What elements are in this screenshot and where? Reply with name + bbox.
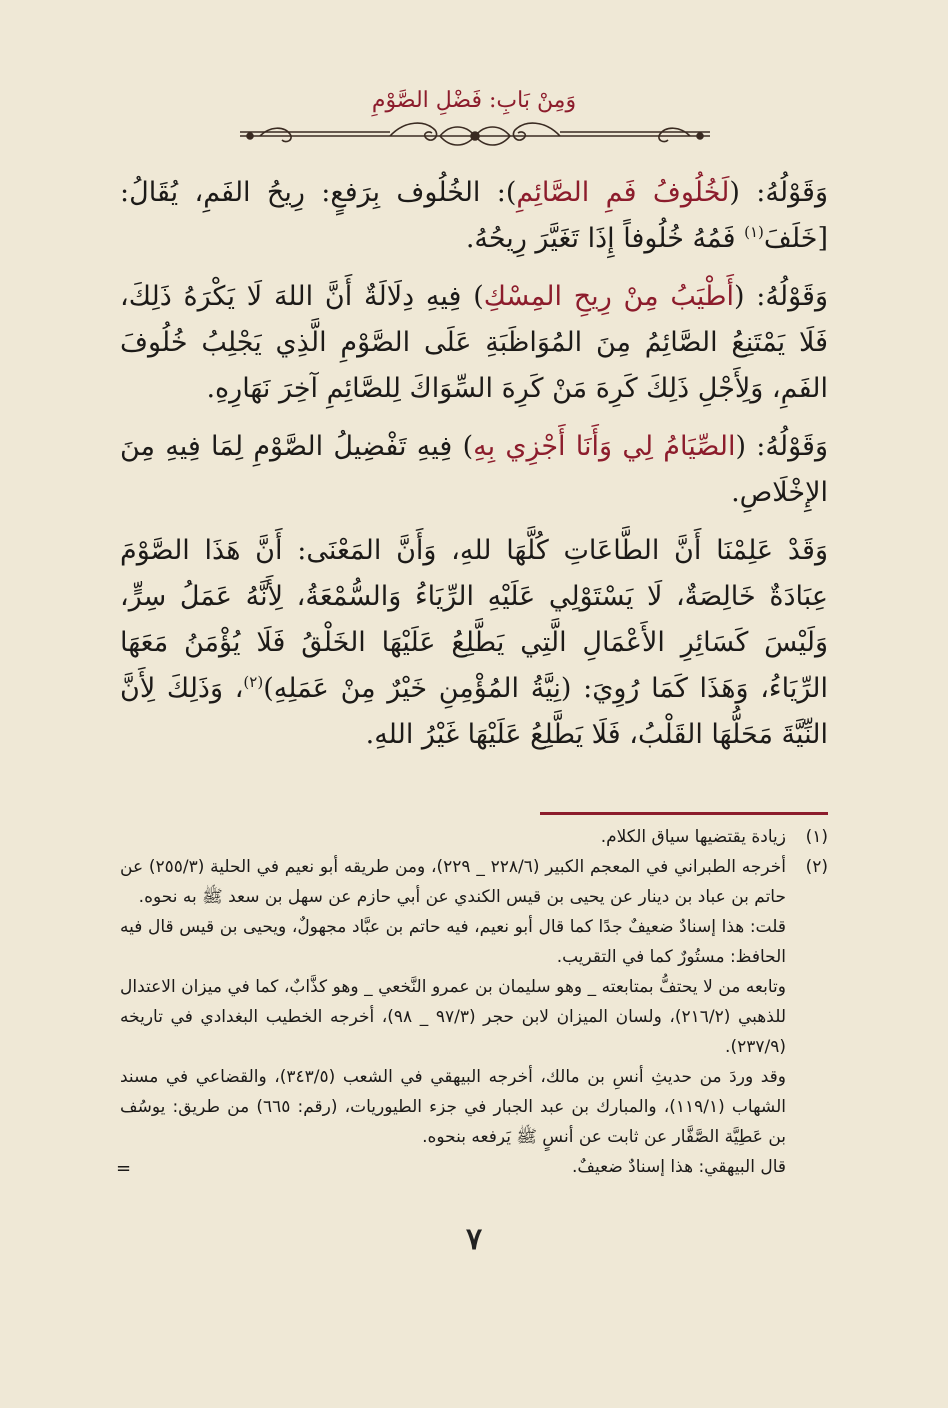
paragraph: وَقَدْ عَلِمْنَا أَنَّ الطَّاعَاتِ كُلَّهَا للهِ، وَأَنَّ المَعْنَى: أَنَّ هَذَا الصَّوْمَ عِبَادَةٌ خَالِصَةٌ، لَا يَسْتَوْلِي عَلَيْهِ الرِّيَاءُ وَالسُّمْعَةُ، لِأَنَّهُ عَمَلُ سِرٍّ، وَلَيْسَ كَسَائِرِ الأَعْمَالِ الَّتِي يَطَّلِعُ عَلَيْهَا الخَلْقُ فَلَا يُؤْمَنُ مَعَهَا الرِّيَاءُ، وَهَذَا كَمَا رُوِيَ: (نِيَّةُ المُؤْمِنِ خَيْرٌ مِنْ عَمَلِهِ)$^{(٢)}$، وَذَلِكَ لِأَنَّ النِّيَّةَ مَحَلُّهَا القَلْبُ، فَلَا يَطَّلِعُ عَلَيْهَا غَيْرُ اللهِ.	[120, 535, 828, 750]
page-number: ٧	[465, 1222, 483, 1257]
footnote-separator	[540, 812, 828, 815]
footnote-ref[interactable]: (١)	[744, 223, 764, 241]
footnotes	[120, 822, 828, 1182]
hadith-quote: أَطْيَبُ مِنْ رِيحِ المِسْكِ	[483, 281, 734, 312]
paragraph: وَقَوْلُهُ: (لَخُلُوفُ فَمِ الصَّائِمِ): الخُلُوف بِرَفعٍ: رِيحُ الفَمِ، يُقَالُ: [خَلَفَ$^{(١)}$ فَمُهُ خُلُوفاً إِذَا تَغَيَّرَ رِيحُهُ.	[120, 177, 828, 254]
footnote-ref[interactable]: (٢)	[243, 673, 264, 691]
footnote-text: أخرجه الطبراني في المعجم الكبير (٢٢٨/٦ _ ٢٢٩)، ومن طريقه أبو نعيم في الحلية (٢٥٥/٣) عن حاتم بن عباد بن دينار عن يحيى بن قيس الكندي عن أبي حازم عن سهل بن سعد ﷺ به نحوه. قلت: هذا إسنادٌ ضعيفٌ جدًا كما قال أبو نعيم، فيه حاتم بن عبَّاد مجهولٌ، ويحيى بن قيس قال فيه الحافظ: مستُورٌ كما في التقريب. وتابعه من لا يحتفُّ بمتابعته _ وهو سليمان بن عمرو النَّخعي _ وهو كذَّابٌ، كما في ميزان الاعتدال للذهبي (٢١٦/٢)، ولسان الميزان لابن حجر (٩٧/٣ _ ٩٨)، أخرجه الخطيب البغدادي في تاريخه (٢٣٧/٩). وقد وردَ من حديثِ أنسِ بن مالك، أخرجه البيهقي في الشعب (٣٤٣/٥)، والقضاعي في مسند الشهاب (١١٩/١)، والمبارك بن عبد الجبار في جزء الطيوريات، (رقم: ٦٦٥) من طريق: يوسُف بن عَطِيَّة الصَّفَّار عن ثابت عن أنسٍ ﷺ يَرفعه بنحوه. قال البيهقي: هذا إسنادٌ ضعيفٌ.	[120, 857, 787, 1177]
footnote-text: زيادة يقتضيها سياق الكلام.	[600, 827, 786, 847]
paragraph: وَقَوْلُهُ: (أَطْيَبُ مِنْ رِيحِ المِسْكِ) فِيهِ دِلَالَةٌ أَنَّ اللهَ لَا يَكْرَهُ ذَلِكَ، فَلَا يَمْتَنِعُ الصَّائِمُ مِنَ المُوَاظَبَةِ عَلَى الصَّوْمِ الَّذِي يَجْلِبُ خُلُوفَ الفَمِ، وَلِأَجْلِ ذَلِكَ كَرِهَ مَنْ كَرِهَ السِّوَاكَ لِلصَّائِمِ آخِرَ نَهَارِهِ.	[120, 281, 829, 404]
ornament-divider-icon	[240, 118, 710, 154]
hadith-quote: الصِّيَامُ لِي وَأَنَا أَجْزِي بِهِ	[473, 431, 736, 462]
footnote	[120, 822, 828, 852]
main-text	[120, 170, 828, 770]
chapter-title: وَمِنْ بَابِ: فَضْلِ الصَّوْمِ	[371, 88, 577, 113]
footnote-number: (٢)	[805, 857, 828, 877]
footnote-number: (١)	[805, 827, 828, 847]
footnote	[120, 852, 828, 1182]
hadith-quote: لَخُلُوفُ فَمِ الصَّائِمِ	[516, 177, 730, 208]
paragraph: وَقَوْلُهُ: (الصِّيَامُ لِي وَأَنَا أَجْزِي بِهِ) فِيهِ تَفْضِيلُ الصَّوْمِ لِمَا فِيهِ مِنَ الإِخْلَاصِ.	[120, 431, 828, 508]
continuation-mark: =	[116, 1158, 132, 1179]
